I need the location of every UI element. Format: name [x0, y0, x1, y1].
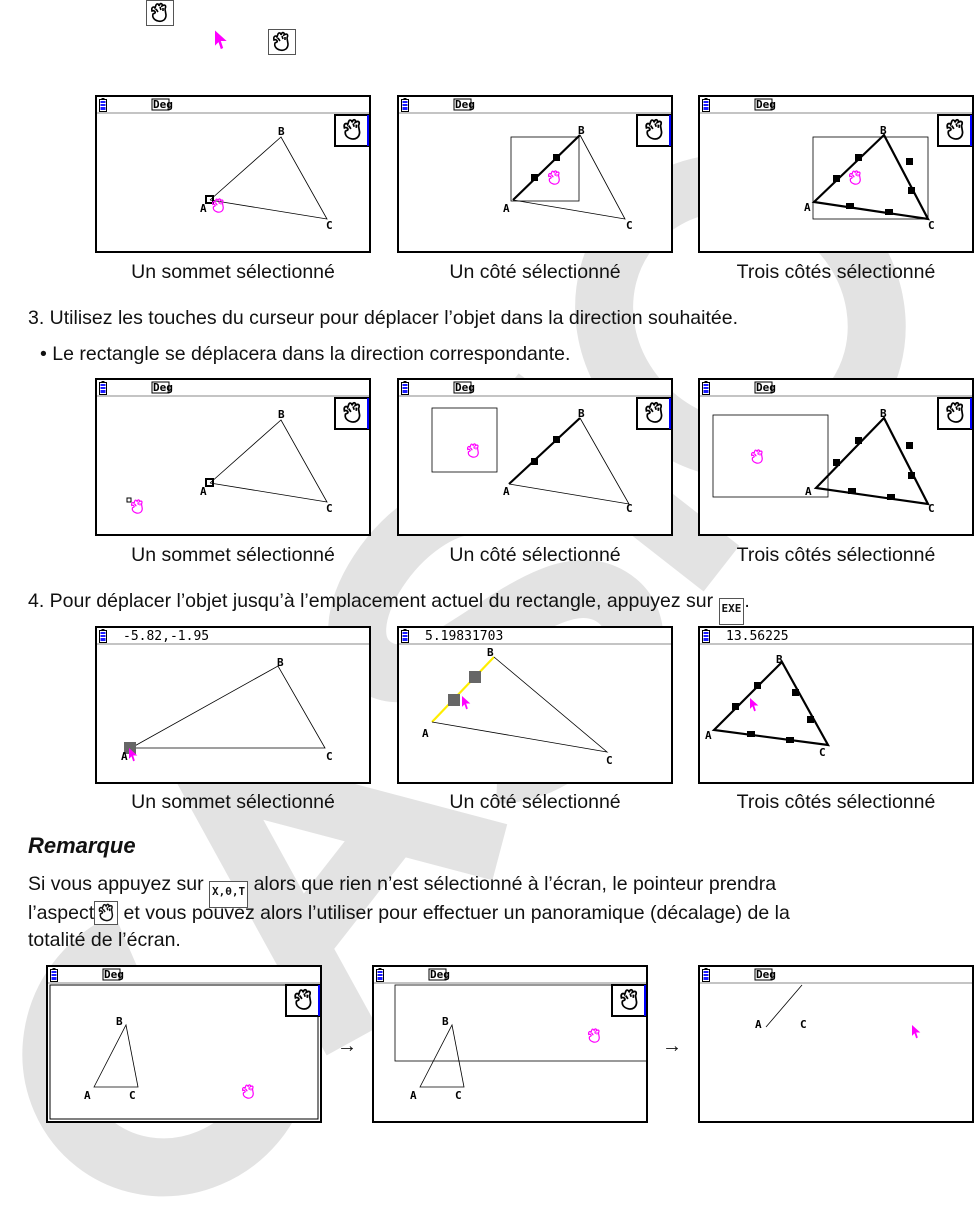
- screen-vertex-selected: [95, 95, 371, 253]
- screen-label: C: [326, 750, 333, 763]
- screen-vertex-moved: [95, 626, 371, 784]
- battery-icon: [51, 968, 58, 982]
- note-text: Si vous appuyez sur: [28, 873, 204, 895]
- screen-shape: [210, 420, 327, 502]
- note-text: alors que rien n’est sélectionné à l’écran, le pointeur prendra: [253, 873, 777, 895]
- screen-shape: [754, 682, 761, 689]
- screen-shape: [786, 737, 794, 743]
- screen-shape: [848, 488, 856, 494]
- screen-label: A: [804, 201, 811, 214]
- screen-shape: [531, 174, 538, 181]
- note-text: et vous pouvez alors l’utiliser pour effectuer un panoramique (décalage) de la: [123, 902, 790, 924]
- screen-three-sides-moving: [698, 378, 974, 536]
- hand-icon: [100, 904, 113, 920]
- screen-label: A: [121, 750, 128, 763]
- screen-label: C: [326, 502, 333, 515]
- screen-pan-moving: [372, 965, 648, 1123]
- arrow-icon: →: [337, 1035, 357, 1057]
- screen-shape: [846, 203, 854, 209]
- step-3-bullet: • Le rectangle se déplacera dans la direction correspondante.: [40, 343, 571, 365]
- caption: Un sommet sélectionné: [131, 791, 335, 813]
- screen-shape: [766, 985, 802, 1027]
- screen-shape: [908, 187, 915, 194]
- caption: Un côté sélectionné: [449, 261, 621, 283]
- note-line-2: [28, 901, 790, 925]
- screen-shape: [206, 479, 213, 486]
- caption: Un sommet sélectionné: [131, 261, 335, 283]
- note-title: Remarque: [28, 833, 136, 858]
- hand-icon: [468, 444, 479, 457]
- screen-label: C: [928, 502, 935, 515]
- battery-icon: [377, 968, 384, 982]
- caption: Trois côtés sélectionné: [736, 791, 936, 813]
- screen-label: C: [928, 219, 935, 232]
- screen-label: B: [578, 407, 585, 420]
- screen-label: C: [819, 746, 826, 759]
- screen-label: B: [277, 656, 284, 669]
- screen-side-moving: [397, 378, 673, 536]
- screen-label: A: [200, 202, 207, 215]
- screen-shape: [908, 472, 915, 479]
- screen-label: B: [116, 1015, 123, 1028]
- arrow-icon: →: [662, 1035, 682, 1057]
- screen-label: B: [578, 124, 585, 137]
- screen-shape: [792, 689, 799, 696]
- screen-label: A: [503, 202, 510, 215]
- screen-pan-start: [46, 965, 322, 1123]
- screen-shape: [833, 459, 840, 466]
- battery-icon: [100, 629, 107, 643]
- screen-label: A: [705, 729, 712, 742]
- caption: Trois côtés sélectionné: [736, 544, 936, 566]
- screen-label: A: [755, 1018, 762, 1031]
- pointer-icon: [215, 31, 227, 50]
- screen-label: Deg: [756, 381, 776, 394]
- battery-icon: [402, 629, 409, 643]
- battery-icon: [703, 968, 710, 982]
- battery-icon: [100, 381, 107, 395]
- hand-icon: [243, 1085, 254, 1098]
- screen-label: Deg: [104, 968, 124, 981]
- screen-label: A: [84, 1089, 91, 1102]
- screen-label: B: [278, 408, 285, 421]
- note-text: l’aspect: [28, 902, 95, 924]
- screen-label: B: [880, 407, 887, 420]
- step-4-text: [28, 590, 750, 625]
- screen-shape: [747, 731, 755, 737]
- screen-label: A: [805, 485, 812, 498]
- screen-label: B: [278, 125, 285, 138]
- screen-shape: [448, 694, 460, 706]
- screen-shape: [855, 437, 862, 444]
- screen-shape: [887, 494, 895, 500]
- caption: Un côté sélectionné: [449, 791, 621, 813]
- screen-label: C: [129, 1089, 136, 1102]
- hand-icon: [152, 4, 166, 22]
- screen-shape: [833, 175, 840, 182]
- screen-label: B: [776, 653, 783, 666]
- screen-side-moved: [397, 626, 673, 784]
- battery-icon: [703, 381, 710, 395]
- screen-label: C: [455, 1089, 462, 1102]
- screen-shape: [432, 408, 497, 472]
- caption: Un côté sélectionné: [449, 544, 621, 566]
- screen-shape: [420, 1025, 464, 1087]
- screen-label: B: [880, 124, 887, 137]
- screen-label: -5.82,-1.95: [123, 629, 210, 644]
- screen-shape: [816, 418, 928, 504]
- screen-shape: [513, 135, 625, 219]
- screen-side-selected: [397, 95, 673, 253]
- caption: Un sommet sélectionné: [131, 544, 335, 566]
- caption: Trois côtés sélectionné: [736, 261, 936, 283]
- period: .: [744, 590, 750, 612]
- screen-shape: [906, 442, 913, 449]
- screen-shape: [398, 627, 672, 783]
- hand-key-icon: [268, 29, 296, 55]
- screen-label: Deg: [455, 98, 475, 111]
- screen-shape: [509, 418, 629, 504]
- screen-label: Deg: [153, 98, 173, 111]
- screen-shape: [906, 158, 913, 165]
- screen-label: B: [442, 1015, 449, 1028]
- hand-icon: [132, 500, 143, 513]
- exe-key-icon: EXE: [719, 598, 745, 625]
- hand-key-icon: [94, 901, 118, 925]
- battery-icon: [100, 98, 107, 112]
- screen-shape: [210, 137, 327, 219]
- screen-shape: [553, 154, 560, 161]
- screen-pan-done: [698, 965, 974, 1123]
- screen-shape: [206, 196, 213, 203]
- pointer-icon: [462, 696, 470, 709]
- battery-icon: [703, 629, 710, 643]
- hand-icon: [589, 1029, 600, 1042]
- screen-label: C: [326, 219, 333, 232]
- xthetat-key-icon: X,θ,T: [209, 881, 248, 908]
- screen-three-sides-moved: [698, 626, 974, 784]
- screen-label: A: [200, 485, 207, 498]
- screen-vertex-moving: [95, 378, 371, 536]
- screen-label: Deg: [153, 381, 173, 394]
- screen-shape: [714, 662, 828, 745]
- screen-shape: [553, 436, 560, 443]
- screen-label: Deg: [430, 968, 450, 981]
- screen-label: C: [800, 1018, 807, 1031]
- note-line-3: totalité de l’écran.: [28, 929, 181, 951]
- screen-shape: [395, 985, 647, 1061]
- screen-shape: [513, 135, 580, 200]
- screen-label: Deg: [756, 968, 776, 981]
- screen-shape: [814, 135, 928, 219]
- screen-label: B: [487, 646, 494, 659]
- screen-shape: [732, 703, 739, 710]
- screen-shape: [432, 657, 494, 722]
- screen-shape: [531, 458, 538, 465]
- screen-shape: [94, 1025, 138, 1087]
- screen-shape: [807, 716, 814, 723]
- screen-shape: [509, 418, 580, 484]
- screen-label: C: [626, 219, 633, 232]
- screen-shape: [127, 498, 131, 502]
- step-3-text: 3. Utilisez les touches du curseur pour déplacer l’objet dans la direction souhaitée.: [28, 307, 738, 329]
- hand-icon: [549, 171, 560, 184]
- screen-label: 5.19831703: [425, 629, 504, 644]
- screen-label: Deg: [756, 98, 776, 111]
- screen-shape: [131, 666, 325, 748]
- hand-icon: [850, 171, 861, 184]
- screen-shape: [855, 154, 862, 161]
- battery-icon: [402, 381, 409, 395]
- screen-shape: [699, 966, 973, 1122]
- screen-label: 13.56225: [726, 629, 789, 644]
- screen-label: A: [410, 1089, 417, 1102]
- pointer-icon: [750, 698, 758, 711]
- screen-shape: [885, 209, 893, 215]
- screen-label: A: [503, 485, 510, 498]
- pointer-icon: [912, 1025, 920, 1038]
- screen-shape: [469, 671, 481, 683]
- hand-icon: [274, 33, 288, 51]
- hand-icon: [752, 450, 763, 463]
- screen-label: A: [422, 727, 429, 740]
- battery-icon: [402, 98, 409, 112]
- screen-three-sides-selected: [698, 95, 974, 253]
- pointer-icon: [215, 29, 229, 58]
- battery-icon: [703, 98, 710, 112]
- screen-label: C: [606, 754, 613, 767]
- step-4-label: 4. Pour déplacer l’objet jusqu’à l’emplacement actuel du rectangle, appuyez sur: [28, 590, 714, 612]
- screen-label: C: [626, 502, 633, 515]
- screen-label: Deg: [455, 381, 475, 394]
- hand-key-icon: [146, 0, 174, 26]
